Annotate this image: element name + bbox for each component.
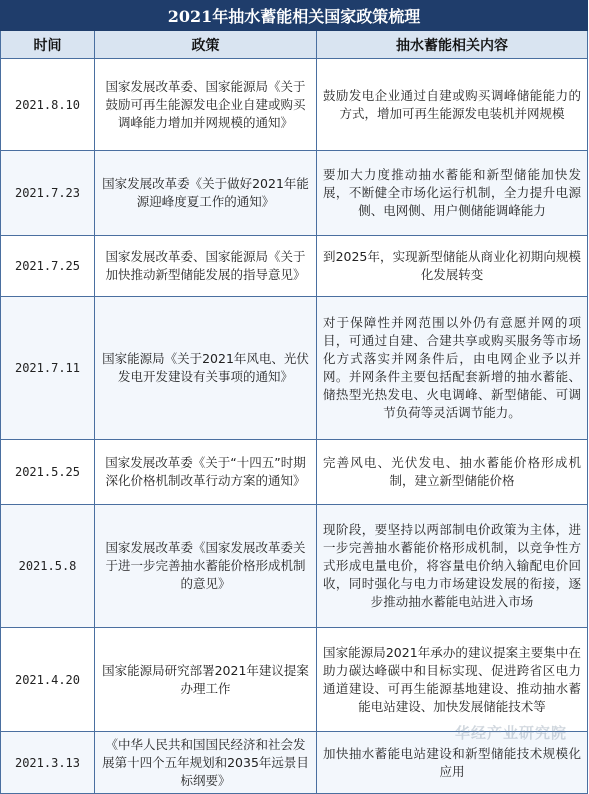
row-content: 现阶段，要坚持以两部制电价政策为主体，进一步完善抽水蓄能价格形成机制，以竞争性方式形成电量电价，将容量电价纳入输配电价回收，同时强化与电力市场建设发展的衔接，逐步推动抽水蓄能电站进入市场 (317, 505, 588, 628)
row-date: 2021.8.10 (1, 59, 95, 151)
row-policy: 国家发展改革委《关于“十四五”时期深化价格机制改革行动方案的通知》 (95, 440, 317, 505)
header-row (1, 31, 588, 59)
table-row (1, 297, 588, 440)
row-content: 到2025年，实现新型储能从商业化初期向规模化发展转变 (317, 236, 588, 297)
row-content: 要加大力度推动抽水蓄能和新型储能加快发展，不断健全市场化运行机制，全力提升电源侧、电网侧、用户侧储能调峰能力 (317, 151, 588, 236)
header-policy: 政策 (95, 31, 317, 59)
row-date: 2021.7.25 (1, 236, 95, 297)
header-time: 时间 (1, 31, 95, 59)
table-row (1, 59, 588, 151)
row-policy: 国家发展改革委《关于做好2021年能源迎峰度夏工作的通知》 (95, 151, 317, 236)
row-content: 加快抽水蓄能电站建设和新型储能技术规模化应用 (317, 732, 588, 794)
table-title: 2021年抽水蓄能相关国家政策梳理 (1, 1, 588, 31)
row-content: 完善风电、光伏发电、抽水蓄能价格形成机制，建立新型储能价格 (317, 440, 588, 505)
table-row (1, 440, 588, 505)
watermark-text: 华经产业研究院 (454, 724, 567, 742)
row-date: 2021.5.8 (1, 505, 95, 628)
row-content: 鼓励发电企业通过自建或购买调峰储能能力的方式，增加可再生能源发电装机并网规模 (317, 59, 588, 151)
row-policy: 国家发展改革委《国家发展改革委关于进一步完善抽水蓄能价格形成机制的意见》 (95, 505, 317, 628)
title-row (1, 1, 588, 31)
row-content: 国家能源局2021年承办的建议提案主要集中在助力碳达峰碳中和目标实现、促进跨省区电力通道建设、可再生能源基地建设、推动抽水蓄能电站建设、加快发展储能技术等 (317, 628, 588, 732)
row-date: 2021.3.13 (1, 732, 95, 794)
table-row (1, 628, 588, 732)
table-row (1, 236, 588, 297)
row-policy: 国家能源局《关于2021年风电、光伏发电开发建设有关事项的通知》 (95, 297, 317, 440)
row-content: 对于保障性并网范围以外仍有意愿并网的项目，可通过自建、合建共享或购买服务等市场化方式落实并网条件后，由电网企业予以并网。并网条件主要包括配套新增的抽水蓄能、储热型光热发电、火电调峰、新型储能、可调节负荷等灵活调节能力。 (317, 297, 588, 440)
row-date: 2021.4.20 (1, 628, 95, 732)
row-date: 2021.7.11 (1, 297, 95, 440)
table-row (1, 505, 588, 628)
row-policy: 国家能源局研究部署2021年建议提案办理工作 (95, 628, 317, 732)
row-date: 2021.7.23 (1, 151, 95, 236)
table-row (1, 151, 588, 236)
row-policy: 国家发展改革委、国家能源局《关于鼓励可再生能源发电企业自建或购买调峰能力增加并网规模的通知》 (95, 59, 317, 151)
row-policy: 国家发展改革委、国家能源局《关于加快推动新型储能发展的指导意见》 (95, 236, 317, 297)
row-policy: 《中华人民共和国国民经济和社会发展第十四个五年规划和2035年远景目标纲要》 (95, 732, 317, 794)
row-date: 2021.5.25 (1, 440, 95, 505)
header-content: 抽水蓄能相关内容 (317, 31, 588, 59)
